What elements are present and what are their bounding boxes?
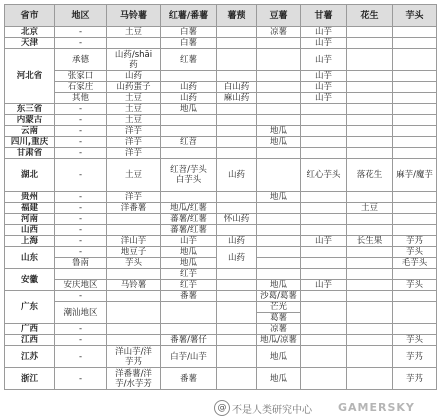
table-cell <box>347 280 393 291</box>
table-cell <box>257 49 301 71</box>
table-row <box>5 324 437 335</box>
potato-names-table <box>4 4 437 390</box>
table-cell <box>107 291 161 302</box>
table-cell <box>257 203 301 214</box>
table-cell <box>347 192 393 203</box>
header-taro: 芋头 <box>393 5 437 27</box>
province-cell: 天津 <box>5 38 55 49</box>
table-cell: 承德 <box>55 49 107 71</box>
table-cell <box>393 137 437 148</box>
table-row <box>5 247 437 258</box>
table-cell <box>161 324 217 335</box>
table-cell <box>347 27 393 38</box>
table-cell <box>217 137 257 148</box>
table-cell: 地瓜/红薯 <box>161 203 217 214</box>
table-row <box>5 368 437 379</box>
table-cell <box>217 104 257 115</box>
table-cell: 番薯/薯仔 <box>161 335 217 346</box>
table-cell: 石家庄 <box>55 82 107 93</box>
table-cell: - <box>55 214 107 225</box>
table-cell: 红苕 <box>161 137 217 148</box>
table-cell <box>107 225 161 236</box>
table-cell: 土豆 <box>107 115 161 126</box>
table-cell: 芋艿 <box>393 368 437 390</box>
table-cell: 地瓜 <box>257 346 301 368</box>
table-cell: 葛薯 <box>257 313 301 324</box>
table-cell: 洋山芋 <box>107 236 161 247</box>
table-row <box>5 82 437 93</box>
table-cell: 长生果 <box>347 236 393 247</box>
table-cell: 其他 <box>55 93 107 104</box>
table-cell <box>107 324 161 335</box>
province-cell: 江苏 <box>5 346 55 368</box>
table-cell: 落花生 <box>347 159 393 192</box>
table-cell <box>257 38 301 49</box>
table-cell <box>301 368 347 390</box>
table-cell <box>347 269 393 280</box>
table-cell: - <box>55 126 107 137</box>
table-cell: 地瓜 <box>257 137 301 148</box>
table-cell <box>347 148 393 159</box>
table-cell: 沙葛/葛薯 <box>257 291 301 302</box>
table-cell: - <box>55 346 107 368</box>
table-cell <box>393 302 437 324</box>
province-cell: 甘肃省 <box>5 148 55 159</box>
table-cell <box>217 269 257 280</box>
table-cell <box>217 280 257 291</box>
table-cell: 土豆 <box>347 203 393 214</box>
table-row <box>5 346 437 357</box>
table-row <box>5 225 437 236</box>
province-cell: 河南 <box>5 214 55 225</box>
table-row <box>5 280 437 291</box>
table-cell: 白芋/山芋 <box>161 346 217 368</box>
province-cell: 福建 <box>5 203 55 214</box>
table-cell: 洋山芋/洋 芋艿 <box>107 346 161 368</box>
table-cell: 山芋 <box>301 71 347 82</box>
table-cell <box>301 104 347 115</box>
table-cell <box>107 269 161 280</box>
table-cell <box>161 148 217 159</box>
table-cell: 蕃薯/红薯 <box>161 225 217 236</box>
table-row <box>5 27 437 38</box>
table-row <box>5 115 437 126</box>
table-row <box>5 291 437 302</box>
table-cell <box>257 214 301 225</box>
table-cell <box>393 82 437 93</box>
table-cell: 洋番薯/洋 芋/水芋芳 <box>107 368 161 390</box>
watermark <box>214 396 440 418</box>
table-cell: 芋头 <box>393 247 437 258</box>
table-cell <box>347 126 393 137</box>
table-cell <box>217 38 257 49</box>
table-cell: - <box>55 247 107 258</box>
table-cell: 洋芋 <box>107 126 161 137</box>
table-cell <box>161 192 217 203</box>
table-cell <box>257 269 301 280</box>
table-cell: 怀山药 <box>217 214 257 225</box>
province-cell: 东三省 <box>5 104 55 115</box>
table-cell <box>301 269 347 280</box>
table-cell <box>393 126 437 137</box>
table-cell <box>347 291 393 302</box>
header-sweet-potato-alt: 甘薯 <box>301 5 347 27</box>
header-potato: 马铃薯 <box>107 5 161 27</box>
table-cell <box>347 82 393 93</box>
table-cell <box>347 49 393 71</box>
table-cell: - <box>55 159 107 192</box>
province-cell: 四川,重庆 <box>5 137 55 148</box>
table-cell <box>301 324 347 335</box>
table-cell <box>107 302 161 324</box>
table-cell <box>217 225 257 236</box>
province-cell: 山东 <box>5 247 55 269</box>
table-cell: 山芋 <box>301 27 347 38</box>
header-jicama: 豆薯 <box>257 5 301 27</box>
table-cell: 地瓜 <box>257 280 301 291</box>
header-peanut: 花生 <box>347 5 393 27</box>
table-cell: 地瓜 <box>257 192 301 203</box>
table-cell <box>301 302 347 324</box>
table-row <box>5 203 437 214</box>
table-cell <box>301 115 347 126</box>
table-cell <box>393 115 437 126</box>
table-cell: 山药 <box>217 159 257 192</box>
table-cell <box>393 71 437 82</box>
table-cell: 山芋 <box>301 49 347 71</box>
table-cell: 山芋 <box>161 236 217 247</box>
table-cell: 山芋 <box>301 38 347 49</box>
table-cell <box>301 214 347 225</box>
table-cell: 蕃薯/红薯 <box>161 214 217 225</box>
table-cell: 洋芋 <box>107 192 161 203</box>
table-cell <box>393 324 437 335</box>
province-cell: 湖北 <box>5 159 55 192</box>
table-cell <box>301 148 347 159</box>
table-cell: 马铃薯 <box>107 280 161 291</box>
table-cell <box>107 38 161 49</box>
table-cell <box>257 104 301 115</box>
table-cell <box>393 148 437 159</box>
gamersky-logo: GAMERSKY <box>338 401 415 414</box>
table-cell <box>257 247 301 258</box>
table-cell <box>161 115 217 126</box>
table-cell <box>217 291 257 302</box>
table-cell <box>161 302 217 324</box>
table-cell: 山芋 <box>301 280 347 291</box>
table-cell <box>393 38 437 49</box>
table-cell: 白山药 <box>217 82 257 93</box>
table-cell <box>161 71 217 82</box>
table-cell: - <box>55 115 107 126</box>
table-cell: 芒光 <box>257 302 301 313</box>
table-cell <box>301 291 347 302</box>
table-cell <box>347 104 393 115</box>
header-province: 省市 <box>5 5 55 27</box>
table-cell <box>257 148 301 159</box>
table-row <box>5 302 437 313</box>
table-cell <box>393 93 437 104</box>
table-cell <box>217 126 257 137</box>
table-cell: 红心芋头 <box>301 159 347 192</box>
table-cell: 白薯 <box>161 38 217 49</box>
province-cell: 贵州 <box>5 192 55 203</box>
province-cell: 云南 <box>5 126 55 137</box>
table-cell: 山药 <box>107 71 161 82</box>
table-cell: 芋头 <box>107 258 161 269</box>
table-cell <box>217 302 257 324</box>
table-cell: 红苕/芋头 白芋头 <box>161 159 217 192</box>
table-cell <box>217 49 257 71</box>
table-cell: 毛芋头 <box>393 258 437 269</box>
province-cell: 上海 <box>5 236 55 247</box>
table-row <box>5 93 437 104</box>
table-cell: 芋艿 <box>393 236 437 247</box>
table-row <box>5 148 437 159</box>
table-cell <box>393 225 437 236</box>
table-cell: - <box>55 192 107 203</box>
table-cell <box>347 335 393 346</box>
table-cell: 芋头 <box>393 280 437 291</box>
table-cell <box>347 115 393 126</box>
table-cell <box>217 71 257 82</box>
table-cell <box>301 225 347 236</box>
table-cell <box>347 302 393 324</box>
table-cell <box>393 192 437 203</box>
table-cell <box>347 324 393 335</box>
table-cell <box>347 137 393 148</box>
table-cell <box>301 126 347 137</box>
table-cell <box>347 247 393 258</box>
table-row <box>5 335 437 346</box>
table-cell: 山芋 <box>301 236 347 247</box>
table-cell: - <box>55 38 107 49</box>
table-cell <box>347 368 393 390</box>
table-cell: 土豆 <box>107 27 161 38</box>
table-cell: 地豆子 <box>107 247 161 258</box>
table-cell <box>217 203 257 214</box>
table-cell: 山药 <box>217 247 257 269</box>
table-cell <box>217 115 257 126</box>
table-cell <box>347 214 393 225</box>
table-cell <box>347 71 393 82</box>
table-cell <box>257 82 301 93</box>
table-row <box>5 137 437 148</box>
table-cell <box>393 214 437 225</box>
table-cell <box>257 93 301 104</box>
province-cell: 浙江 <box>5 368 55 390</box>
province-cell: 内蒙古 <box>5 115 55 126</box>
weibo-at-icon: @ <box>214 400 230 416</box>
table-row <box>5 71 437 82</box>
table-cell: 红芋 <box>161 280 217 291</box>
table-cell <box>217 192 257 203</box>
table-row <box>5 104 437 115</box>
table-cell: 山药 <box>161 93 217 104</box>
table-cell <box>257 236 301 247</box>
province-cell: 江西 <box>5 335 55 346</box>
comparison-sheet <box>4 4 436 416</box>
table-cell: 土豆 <box>107 104 161 115</box>
table-row <box>5 38 437 49</box>
table-row <box>5 192 437 203</box>
table-cell: 山药蛋子 <box>107 82 161 93</box>
table-cell <box>347 258 393 269</box>
table-cell: - <box>55 203 107 214</box>
table-cell <box>217 27 257 38</box>
table-cell <box>257 115 301 126</box>
table-cell: 洋番薯 <box>107 203 161 214</box>
table-cell: 地瓜 <box>161 258 217 269</box>
table-cell: - <box>55 137 107 148</box>
header-yam: 薯蓣 <box>217 5 257 27</box>
table-cell <box>301 203 347 214</box>
table-cell: 洋芋 <box>107 137 161 148</box>
table-cell <box>393 203 437 214</box>
table-cell: 山芋 <box>301 93 347 104</box>
header-sweet-potato: 红薯/番薯 <box>161 5 217 27</box>
table-cell <box>161 126 217 137</box>
province-cell: 山西 <box>5 225 55 236</box>
table-cell <box>347 346 393 368</box>
table-cell: 土豆 <box>107 93 161 104</box>
table-cell: 凉薯 <box>257 324 301 335</box>
table-cell: 芋艿 <box>393 346 437 368</box>
table-cell: 鲁南 <box>55 258 107 269</box>
table-cell: 番薯 <box>161 368 217 390</box>
table-cell <box>393 269 437 280</box>
table-cell <box>257 71 301 82</box>
table-cell <box>217 346 257 368</box>
table-row <box>5 126 437 137</box>
table-cell <box>301 258 347 269</box>
table-cell: - <box>55 27 107 38</box>
table-cell: 地瓜 <box>161 247 217 258</box>
header-row <box>5 5 437 27</box>
table-cell <box>393 104 437 115</box>
table-row <box>5 236 437 247</box>
table-cell: 潮汕地区 <box>55 302 107 324</box>
table-cell <box>347 225 393 236</box>
table-row <box>5 49 437 60</box>
table-row <box>5 269 437 280</box>
province-cell: 广东 <box>5 291 55 324</box>
table-cell: 芋头 <box>393 335 437 346</box>
table-cell: 地瓜/凉薯 <box>257 335 301 346</box>
table-cell: 麻芋/魔芋 <box>393 159 437 192</box>
province-cell: 广西 <box>5 324 55 335</box>
table-cell: 安庆地区 <box>55 280 107 291</box>
watermark-text: 不是人类研究中心 <box>232 405 312 416</box>
table-cell <box>217 368 257 390</box>
table-cell <box>301 192 347 203</box>
table-cell <box>347 93 393 104</box>
table-cell <box>257 225 301 236</box>
table-cell: 山芋 <box>301 82 347 93</box>
table-cell: 白薯 <box>161 27 217 38</box>
table-cell: - <box>55 104 107 115</box>
table-cell: 地瓜 <box>257 368 301 390</box>
table-cell <box>257 159 301 192</box>
table-cell: 凉薯 <box>257 27 301 38</box>
province-cell: 河北省 <box>5 49 55 104</box>
table-cell: 地瓜 <box>161 104 217 115</box>
table-cell: - <box>55 225 107 236</box>
table-cell: 地瓜 <box>257 126 301 137</box>
table-cell: - <box>55 291 107 302</box>
table-cell <box>301 346 347 368</box>
table-cell: 红薯 <box>161 49 217 71</box>
table-row <box>5 159 437 170</box>
table-cell <box>107 335 161 346</box>
table-cell: 土豆 <box>107 159 161 192</box>
table-cell: 山药 <box>217 236 257 247</box>
table-cell <box>217 335 257 346</box>
table-cell <box>301 137 347 148</box>
table-cell <box>217 148 257 159</box>
table-cell: - <box>55 368 107 390</box>
table-cell: 山药/shāi 药 <box>107 49 161 71</box>
table-cell <box>257 258 301 269</box>
table-cell <box>301 335 347 346</box>
table-cell: - <box>55 335 107 346</box>
table-cell: - <box>55 324 107 335</box>
table-cell: 麻山药 <box>217 93 257 104</box>
table-cell: 洋芋 <box>107 148 161 159</box>
table-row <box>5 214 437 225</box>
province-cell: 北京 <box>5 27 55 38</box>
table-cell: - <box>55 236 107 247</box>
table-cell <box>347 38 393 49</box>
table-cell: - <box>55 148 107 159</box>
table-cell <box>393 49 437 71</box>
table-cell: 张家口 <box>55 71 107 82</box>
table-cell: 番薯 <box>161 291 217 302</box>
header-region: 地区 <box>55 5 107 27</box>
table-cell: 山药 <box>161 82 217 93</box>
table-cell <box>55 269 107 280</box>
table-cell <box>217 324 257 335</box>
table-cell <box>393 291 437 302</box>
table-cell <box>301 247 347 258</box>
province-cell: 安徽 <box>5 269 55 291</box>
table-cell: 红芋 <box>161 269 217 280</box>
table-cell <box>107 214 161 225</box>
table-cell <box>393 27 437 38</box>
